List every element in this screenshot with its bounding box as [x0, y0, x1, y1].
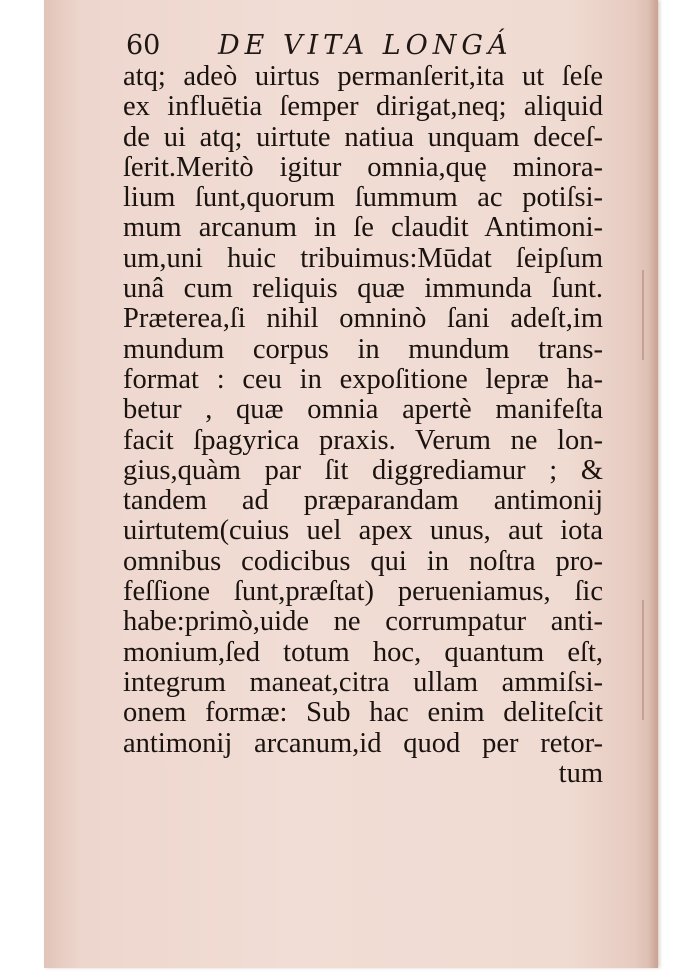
text-line: de ui atq; uirtute natiua unquam deceſ- — [123, 121, 603, 153]
page-edge-mark — [642, 270, 644, 360]
page-edge-mark — [642, 600, 644, 720]
text-line: feſſione ſunt,præſtat) perueniamus, ſic — [123, 576, 603, 608]
text-line: unâ cum reliquis quæ immunda ſunt. — [123, 273, 603, 305]
catchword: tum — [558, 757, 603, 789]
text-line: mundum corpus in mundum trans- — [123, 333, 603, 365]
text-line: betur , quæ omnia apertè manifeſta — [123, 394, 603, 426]
text-line: omnibus codicibus qui in noſtra pro- — [123, 545, 603, 577]
text-line: onem formæ: Sub hac enim deliteſcit — [123, 697, 603, 729]
text-line: tandem ad præparandam antimonij — [123, 485, 603, 517]
running-title: DE VITA LONGÁ — [218, 30, 513, 61]
text-line: format : ceu in expoſitione lepræ ha- — [123, 363, 603, 395]
text-line: Præterea,ſi nihil omninò ſani adeſt,im — [123, 303, 603, 335]
text-line: habe:primò,uide ne corrumpatur anti- — [123, 606, 603, 638]
text-line: ſerit.Meritò igitur omnia,quę minora- — [123, 151, 603, 183]
text-line: mum arcanum in ſe claudit Antimoni- — [123, 212, 603, 244]
text-line: uirtutem(cuius uel apex unus, aut iota — [123, 515, 603, 547]
text-line: gius,quàm par ſit diggrediamur ; & — [123, 454, 603, 486]
text-line: um,uni huic tribuimus:Mūdat ſeipſum — [123, 242, 603, 274]
body-text — [123, 62, 603, 789]
text-line: lium ſunt,quorum ſummum ac potiſsi- — [123, 182, 603, 214]
text-line: integrum maneat,citra ullam ammiſsi- — [123, 666, 603, 698]
text-line: monium,ſed totum hoc, quantum eſt, — [123, 636, 603, 668]
running-head — [126, 30, 606, 64]
text-line: ex influētia ſemper dirigat,neq; aliquid — [123, 91, 603, 123]
text-line: facit ſpagyrica praxis. Verum ne lon- — [123, 424, 603, 456]
book-page — [44, 0, 658, 968]
text-line: atq; adeò uirtus permanſerit,ita ut ſeſe — [123, 61, 603, 92]
page-number: 60 — [126, 30, 161, 61]
text-line: antimonij arcanum,id quod per retor- — [123, 727, 603, 759]
